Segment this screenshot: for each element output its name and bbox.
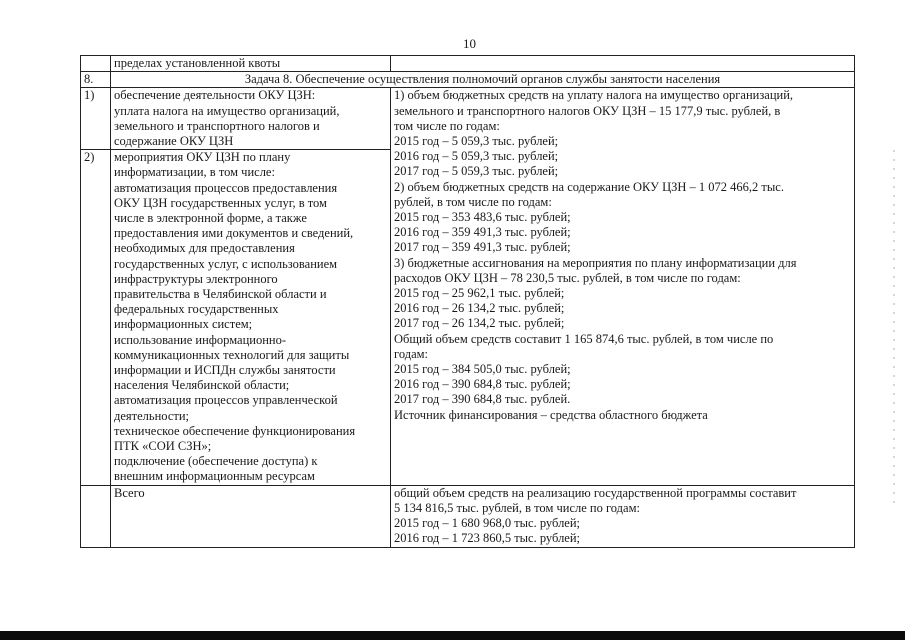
task-title: Задача 8. Обеспечение осуществления полномочий органов службы занятости населения (111, 72, 855, 88)
funding-cell (391, 88, 855, 485)
total-line: общий объем средств на реализацию государственной программы составит (394, 485, 797, 500)
funding-line: 2017 год – 5 059,3 тыс. рублей; (394, 164, 559, 179)
row-description-line: уплата налога на имущество организаций, (114, 103, 340, 118)
quota-number-cell (81, 56, 111, 72)
row-description-line: использование информационно- (114, 332, 286, 347)
row-description-line: автоматизация процессов предоставления (114, 180, 338, 195)
row-description-line: ПТК «СОИ СЗН»; (114, 439, 212, 454)
total-funding-cell (391, 485, 855, 547)
funding-line: 2016 год – 26 134,2 тыс. рублей; (394, 301, 565, 316)
total-line: 5 134 816,5 тыс. рублей, в том числе по годам: (394, 500, 640, 515)
table-row-quota (81, 56, 855, 72)
funding-line: 2016 год – 390 684,8 тыс. рублей; (394, 377, 571, 392)
quota-left-cell (111, 56, 391, 72)
row-description-line: необходимых для предоставления (114, 241, 295, 256)
row-description (111, 150, 391, 485)
row-description-line: обеспечение деятельности ОКУ ЦЗН: (114, 88, 316, 103)
funding-line: 2016 год – 359 491,3 тыс. рублей; (394, 225, 571, 240)
row-description-line: информационных систем; (114, 317, 253, 332)
funding-line: 3) бюджетные ассигнования на мероприятия по плану информатизации для (394, 255, 797, 270)
row-description (111, 88, 391, 150)
table-row-item-1 (81, 88, 855, 150)
page-number: 10 (463, 36, 476, 51)
row-description-line: содержание ОКУ ЦЗН (114, 134, 234, 149)
task-number: 8. (81, 72, 111, 88)
funding-line: 1) объем бюджетных средств на уплату налога на имущество организаций, (394, 88, 794, 103)
total-line: 2015 год – 1 680 968,0 тыс. рублей; (394, 516, 581, 531)
scan-bottom-band (0, 631, 905, 640)
row-description-line: техническое обеспечение функционирования (114, 423, 356, 438)
row-description-line: коммуникационных технологий для защиты (114, 347, 350, 362)
row-description-line: предоставления ими документов и сведений, (114, 226, 354, 241)
row-description-line: числе в электронной форме, а также (114, 211, 307, 226)
scan-edge-noise (893, 150, 895, 510)
total-line: 2016 год – 1 723 860,5 тыс. рублей; (394, 531, 581, 546)
row-description-line: населения Челябинской области; (114, 378, 290, 393)
funding-line: 2) объем бюджетных средств на содержание ОКУ ЦЗН – 1 072 466,2 тыс. (394, 179, 784, 194)
row-description-line: государственных услуг, с использованием (114, 256, 338, 271)
total-number-cell (81, 485, 111, 547)
funding-line: Общий объем средств составит 1 165 874,6 тыс. рублей, в том числе по (394, 331, 774, 346)
funding-line: 2015 год – 5 059,3 тыс. рублей; (394, 134, 559, 149)
funding-line: 2016 год – 5 059,3 тыс. рублей; (394, 149, 559, 164)
row-description-line: автоматизация процессов управленческой (114, 393, 338, 408)
table-row-total (81, 485, 855, 547)
row-description-line: правительства в Челябинской области и (114, 287, 327, 302)
row-description-line: подключение (обеспечение доступа) к (114, 454, 318, 469)
row-description-line: информатизации, в том числе: (114, 165, 275, 180)
row-description-line: федеральных государственных (114, 302, 279, 317)
row-number: 1) (81, 88, 111, 150)
row-description-line: ОКУ ЦЗН государственных услуг, в том (114, 195, 327, 210)
row-number: 2) (81, 150, 111, 485)
quota-text: пределах установленной квоты (114, 56, 281, 70)
funding-line: годам: (394, 346, 428, 361)
funding-line: 2017 год – 26 134,2 тыс. рублей; (394, 316, 565, 331)
funding-line: 2017 год – 390 684,8 тыс. рублей. (394, 392, 571, 407)
row-description-line: мероприятия ОКУ ЦЗН по плану (114, 150, 291, 165)
funding-line: 2015 год – 353 483,6 тыс. рублей; (394, 210, 571, 225)
row-description-line: земельного и транспортного налогов и (114, 118, 320, 133)
funding-line: расходов ОКУ ЦЗН – 78 230,5 тыс. рублей, в том числе по годам: (394, 270, 741, 285)
funding-line: 2017 год – 359 491,3 тыс. рублей; (394, 240, 571, 255)
funding-line: рублей, в том числе по годам: (394, 194, 552, 209)
funding-line: Источник финансирования – средства областного бюджета (394, 407, 708, 422)
row-description-line: инфраструктуры электронного (114, 271, 278, 286)
funding-line: том числе по годам: (394, 118, 500, 133)
program-table (80, 55, 855, 548)
funding-line: 2015 год – 384 505,0 тыс. рублей; (394, 362, 571, 377)
row-description-line: деятельности; (114, 408, 190, 423)
funding-line: 2015 год – 25 962,1 тыс. рублей; (394, 286, 565, 301)
table-row-task (81, 72, 855, 88)
row-description-line: информации и ИСПДн службы занятости (114, 363, 336, 378)
quota-right-cell (391, 56, 855, 72)
total-label: Всего (111, 485, 391, 547)
funding-line: земельного и транспортного налогов ОКУ ЦЗН – 15 177,9 тыс. рублей, в (394, 103, 781, 118)
row-description-line: внешним информационным ресурсам (114, 469, 315, 484)
